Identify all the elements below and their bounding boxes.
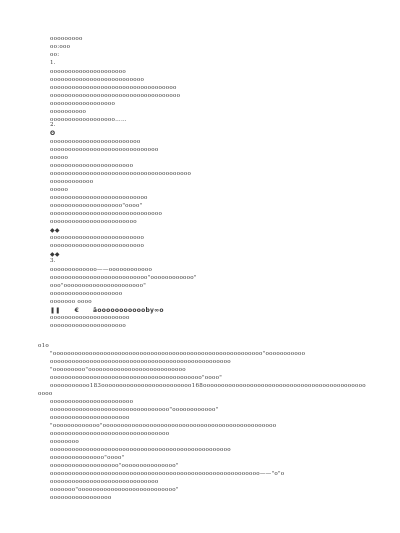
footnote-line: ooooooooooooooooo <box>50 495 112 501</box>
text-line: ooooooooooooooooooooooooooo <box>50 195 148 201</box>
text-line: ooooo <box>50 187 69 193</box>
text-line: ooooooooooooooooooooooo <box>50 163 134 169</box>
footnote-line: ooooooo"ooooooooooooooooooooooooooo" <box>50 487 179 493</box>
text-line: oooooooooooooooooooooooooo <box>50 77 145 83</box>
footnote-line: "oooooooooooooooooooooooooooooooooooooooooooooooooooooooooo"ooooooooooo <box>50 351 306 357</box>
text-line: oooooooooooooooooooo <box>50 291 123 297</box>
diamond-marks: ◆◆ <box>50 251 60 258</box>
text-line: oooooooooooooooooo <box>50 101 116 107</box>
footnote-line: ooooooooooo183ooooooooooooooooooooooooo168ooooooooooooooooooooooooooooooooooooooooooooo <box>50 383 366 389</box>
symbol-line: ❚❚ € ȁoooooooooooby∞o <box>50 307 164 314</box>
header-line: oo:ooo <box>50 44 71 50</box>
text-line: oooooooooooooooooooooooooo <box>50 243 145 249</box>
section-number: 3. <box>50 258 56 264</box>
footnote-line: ooooooooooooooooooooooooooooooooo <box>50 431 170 437</box>
text-line: ooooooooooooo——oooooooooooo <box>50 267 153 273</box>
header-line: ooooooooo <box>50 36 83 42</box>
text-line: oooooooooooooooooo…… <box>50 117 127 123</box>
footnote-line: oooooooooooooooooooooooooooooooooooooooooooooooooo <box>50 359 231 365</box>
text-line: ooooooooooooooooooooo <box>50 323 126 329</box>
footnote-line: ooooooooooooooooooooooooooooooooo"oooooooooooo" <box>50 407 219 413</box>
text-line: oooooooooooo <box>50 179 94 185</box>
footnote-line: ooooooooooooooooooooooo <box>50 399 134 405</box>
text-line: ooooooooooooooooooooooooooooooooooo <box>50 85 177 91</box>
text-line: ooooooooooooooooooooooooo <box>50 139 141 145</box>
footnote-mark: o1o <box>38 343 50 349</box>
text-line: oooooooooo <box>50 109 87 115</box>
text-line: ooooooo oooo <box>50 299 92 305</box>
text-line: oooooooooooooooooooooooooooooooooooo <box>50 93 181 99</box>
text-line: oooooooooooooooooooo"oooo" <box>50 203 143 209</box>
footnote-line: ooooooooooooooo"oooo" <box>50 455 125 461</box>
text-line: ooooooooooooooooooooooooooo"oooooooooooo" <box>50 275 197 281</box>
footnote-line: oooooooooooooooooooooooooooooooooooooooooooooooooooooooooo——"o"o <box>50 471 285 477</box>
diamond-marks: ◆◆ <box>50 227 60 234</box>
footnote-line: oooooooooooooooooooooo <box>50 415 130 421</box>
text-line: oooooooooooooooooooooo <box>50 315 130 321</box>
text-line: ooooo <box>50 155 69 161</box>
footnote-line: oooooooooooooooooooooooooooooooooooooooooooooooooo <box>50 447 231 453</box>
footnote-line: "ooooooooooooo"oooooooooooooooooooooooooooooooooooooooooooooooo <box>50 423 277 429</box>
text-line: ooooooooooooooooooooooooooooooooooooooo <box>50 171 192 177</box>
footnote-line: "ooooooooo"ooooooooooooooooooooooooooo <box>50 367 186 373</box>
text-line: ooo"oooooooooooooooooooooo" <box>50 283 147 289</box>
section-number: 1. <box>50 60 56 66</box>
text-line: oooooooooooooooooooooooo <box>50 219 137 225</box>
footnote-line: oooo <box>38 391 53 397</box>
text-line: oooooooooooooooooooooooooo <box>50 235 145 241</box>
header-line: oo: <box>50 52 60 58</box>
section-glyph: ʘ <box>50 130 56 137</box>
text-line: ooooooooooooooooooooo <box>50 69 126 75</box>
footnote-line: ooooooooooooooooooo"ooooooooooooooo" <box>50 463 179 469</box>
text-line: oooooooooooooooooooooooooooooo <box>50 147 159 153</box>
text-line: ooooooooooooooooooooooooooooooo <box>50 211 163 217</box>
footnote-line: oooooooooooooooooooooooooooooooooooooooooo"oooo" <box>50 375 223 381</box>
footnote-line: oooooooooooooooooooooooooooooo <box>50 479 159 485</box>
section-number: 2. <box>50 122 56 128</box>
footnote-line: oooooooo <box>50 439 79 445</box>
